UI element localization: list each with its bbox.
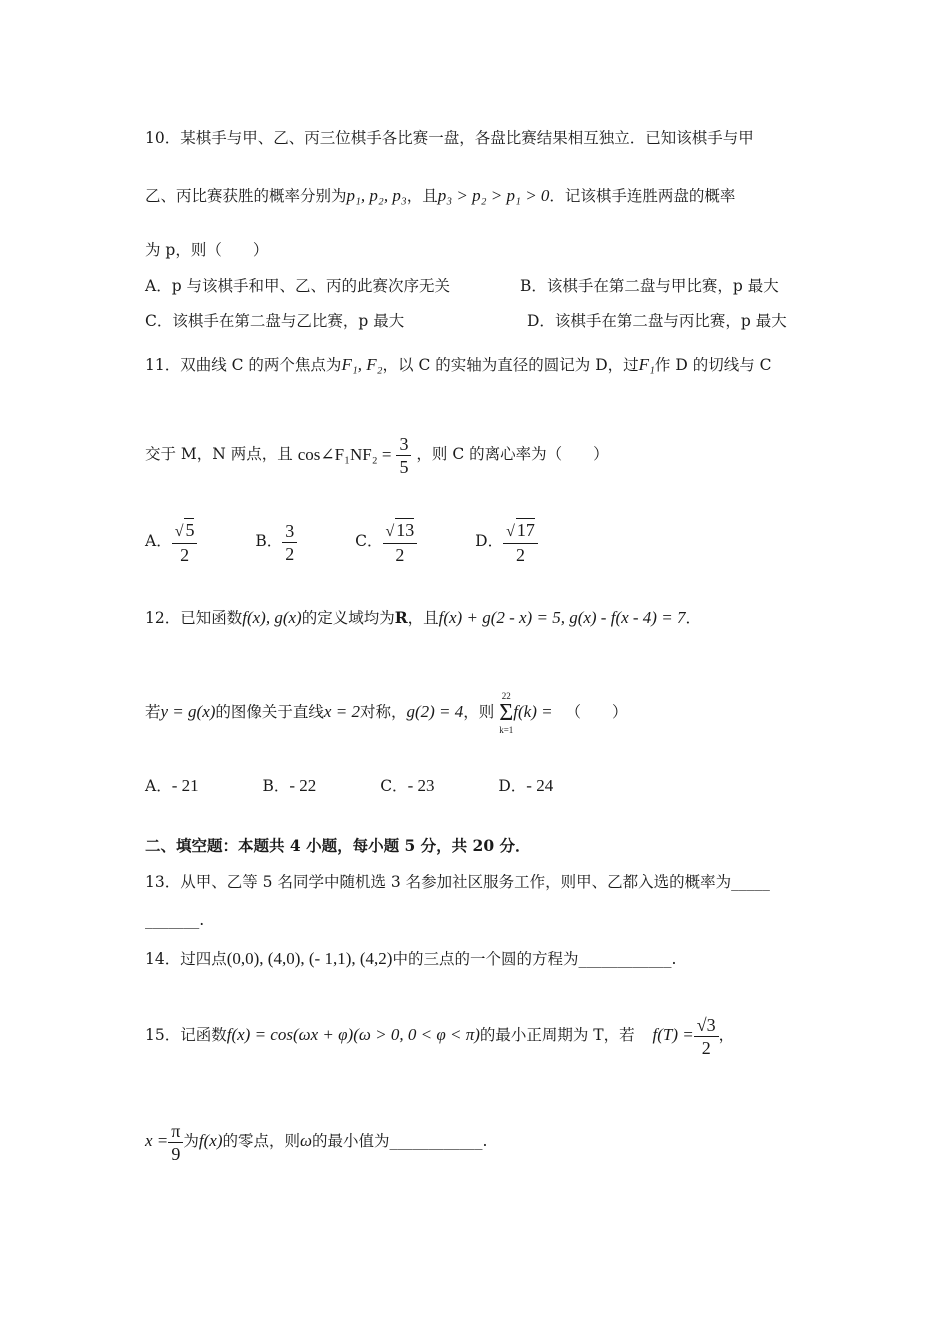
q12-option-c: C．- 23 — [380, 776, 435, 795]
q11-cos-expr: cos∠F₁NF₂ = — [297, 445, 392, 464]
q15-line1: 15．记函数f(x) = cos(ωx + φ)(ω > 0, 0 < φ < π)的最小正周期为 T，若 f(T) = $\frac{√3}{2}$ ， — [145, 1014, 735, 1058]
q12-options — [145, 776, 553, 796]
q10-option-b: B．该棋手在第二盘与甲比赛，p 最大 — [520, 277, 779, 295]
q12-option-b: B．- 22 — [262, 776, 317, 795]
q12-conditions: f(x) + g(2 - x) = 5, g(x) - f(x - 4) = 7 — [438, 608, 686, 627]
q13-line1: 13．从甲、乙等 5 名同学中随机选 3 名参加社区服务工作，则甲、乙都入选的概率为_____ — [145, 873, 770, 891]
q10-line2: 乙、丙比赛获胜的概率分别为p₁, p₂, p₃，且p₃ > p₂ > p₁ > 0．记该棋手连胜两盘的概率 — [145, 186, 736, 205]
q15-pi-fraction: $\frac{\pi}{9}$ — [168, 1120, 183, 1165]
q12-functions: f(x), g(x) — [242, 608, 302, 627]
q11-line1: 11．双曲线 C 的两个焦点为F₁, F₂，以 C 的实轴为直径的圆记为 D，过F₁作 D 的切线与 C — [145, 355, 772, 374]
q11-option-a: A． $\frac{√ 5}{2}$ — [145, 532, 197, 550]
q10-option-a: A．p 与该棋手和甲、乙、丙的此赛次序无关 — [145, 277, 451, 295]
q11-option-c: C． $\frac{√ 13}{2}$ — [355, 532, 417, 550]
q11-f1: F₁ — [638, 355, 655, 374]
q15-fraction: $\frac{√3}{2}$ — [694, 1014, 719, 1059]
q10-line1: 10．某棋手与甲、乙、丙三位棋手各比赛一盘，各盘比赛结果相互独立．已知该棋手与甲 — [145, 129, 754, 147]
q12-option-d: D．- 24 — [498, 776, 554, 795]
q12-summation: 22 Σ k=1 — [499, 691, 514, 735]
q10-option-c: C．该棋手在第二盘与乙比赛，p 最大 — [145, 312, 405, 330]
q10-probs: p₁, p₂, p₃ — [346, 186, 407, 205]
q10-inequality: p₃ > p₂ > p₁ > 0 — [437, 186, 550, 205]
q10-option-d: D．该棋手在第二盘与丙比赛，p 最大 — [527, 312, 787, 330]
q12-option-a: A．- 21 — [145, 776, 199, 795]
q15-function: f(x) = cos(ωx + φ)(ω > 0, 0 < φ < π) — [226, 1025, 480, 1044]
q11-option-d: D． $\frac{√ 17}{2}$ — [475, 532, 538, 550]
q11-option-b: B． $\frac{3}{2}$ — [255, 532, 297, 550]
q13-line2: _______. — [145, 911, 205, 929]
q11-foci: F₁, F₂ — [341, 355, 383, 374]
q11-line2: 交于 M，N 两点，且 cos∠F₁NF₂ = $\frac{3}{5}$ ，则 C 的离心率为（ ） — [145, 433, 609, 477]
q15-line2: x = $\frac{\pi}{9}$ 为f(x)的零点，则ω的最小值为____________. — [145, 1120, 488, 1164]
q12-line1: 12．已知函数f(x), g(x)的定义域均为R，且f(x) + g(2 - x) = 5, g(x) - f(x - 4) = 7． — [145, 608, 701, 627]
q12-real-set: R — [394, 608, 408, 627]
q10-line3: 为 p，则（ ） — [145, 241, 269, 259]
q11-cos-fraction: $\frac{3}{5}$ — [396, 433, 411, 478]
q11-options — [145, 518, 538, 566]
q14-line: 14．过四点(0,0), (4,0), (- 1,1), (4,2)中的三点的一个圆的方程为____________. — [145, 949, 677, 968]
section-heading: 二、填空题：本题共 4 小题，每小题 5 分，共 20 分． — [145, 836, 531, 855]
q14-points: (0,0), (4,0), (- 1,1), (4,2) — [226, 949, 393, 968]
q12-line2: 若y = g(x)的图像关于直线x = 2对称，g(2) = 4，则 22 Σ k=1 f(k) = （ ） — [145, 691, 628, 735]
